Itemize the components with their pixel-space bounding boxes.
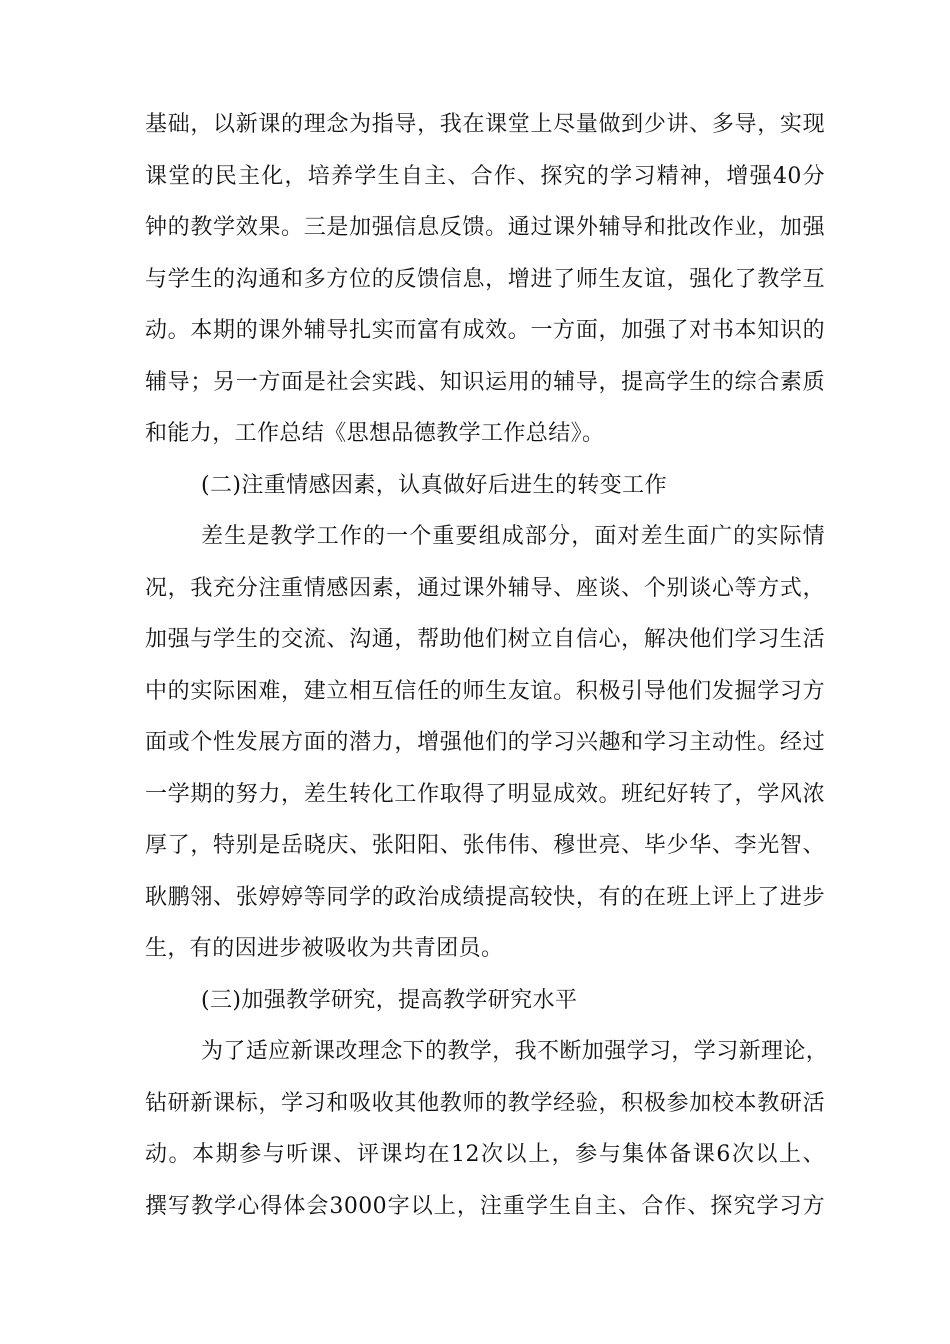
paragraph-line: 差生是教学工作的一个重要组成部分，面对差生面广的实际情 [201, 524, 825, 549]
paragraph-line: 面或个性发展方面的潜力，增强他们的学习兴趣和学习主动性。经过 [145, 730, 825, 755]
document-body [145, 99, 829, 1232]
paragraph-line: 撰写教学心得体会3000字以上，注重学生自主、合作、探究学习方 [145, 1193, 825, 1219]
paragraph-line: 一学期的努力，差生转化工作取得了明显成效。班纪好转了，学风浓 [145, 781, 825, 807]
section-heading: (二)注重情感因素，认真做好后进生的转变工作 [201, 472, 667, 498]
paragraph-line: 况，我充分注重情感因素，通过课外辅导、座谈、个别谈心等方式， [145, 575, 825, 601]
paragraph-line: 钟的教学效果。三是加强信息反馈。通过课外辅导和批改作业，加强 [145, 215, 825, 240]
paragraph-line: 钻研新课标，学习和吸收其他教师的教学经验，积极参加校本教研活 [145, 1090, 825, 1116]
paragraph-line: 动。本期的课外辅导扎实而富有成效。一方面，加强了对书本知识的 [145, 318, 825, 343]
paragraph-line: 耿鹏翎、张婷婷等同学的政治成绩提高较快，有的在班上评上了进步 [145, 884, 825, 910]
paragraph-line: 中的实际困难，建立相互信任的师生友谊。积极引导他们发掘学习方 [145, 678, 825, 704]
paragraph-line: 基础，以新课的理念为指导，我在课堂上尽量做到少讲、多导，实现 [145, 112, 825, 137]
paragraph-line: 厚了，特别是岳晓庆、张阳阳、张伟伟、穆世亮、毕少华、李光智、 [145, 833, 825, 858]
paragraph-line: 生，有的因进步被吸收为共青团员。 [145, 936, 504, 961]
paragraph-line: 为了适应新课改理念下的教学，我不断加强学习，学习新理论， [201, 1039, 829, 1064]
paragraph-line: 动。本期参与听课、评课均在12次以上，参与集体备课6次以上、 [145, 1142, 825, 1167]
paragraph-line: 辅导；另一方面是社会实践、知识运用的辅导，提高学生的综合素质 [145, 369, 825, 395]
paragraph-line: 和能力，工作总结《思想品德教学工作总结》。 [145, 421, 605, 446]
paragraph-line: 课堂的民主化，培养学生自主、合作、探究的学习精神，增强40分 [145, 163, 825, 189]
section-heading: (三)加强教学研究，提高教学研究水平 [201, 987, 578, 1013]
paragraph-line: 与学生的沟通和多方位的反馈信息，增进了师生友谊，强化了教学互 [145, 266, 825, 292]
paragraph-line: 加强与学生的交流、沟通，帮助他们树立自信心，解决他们学习生活 [145, 627, 825, 652]
